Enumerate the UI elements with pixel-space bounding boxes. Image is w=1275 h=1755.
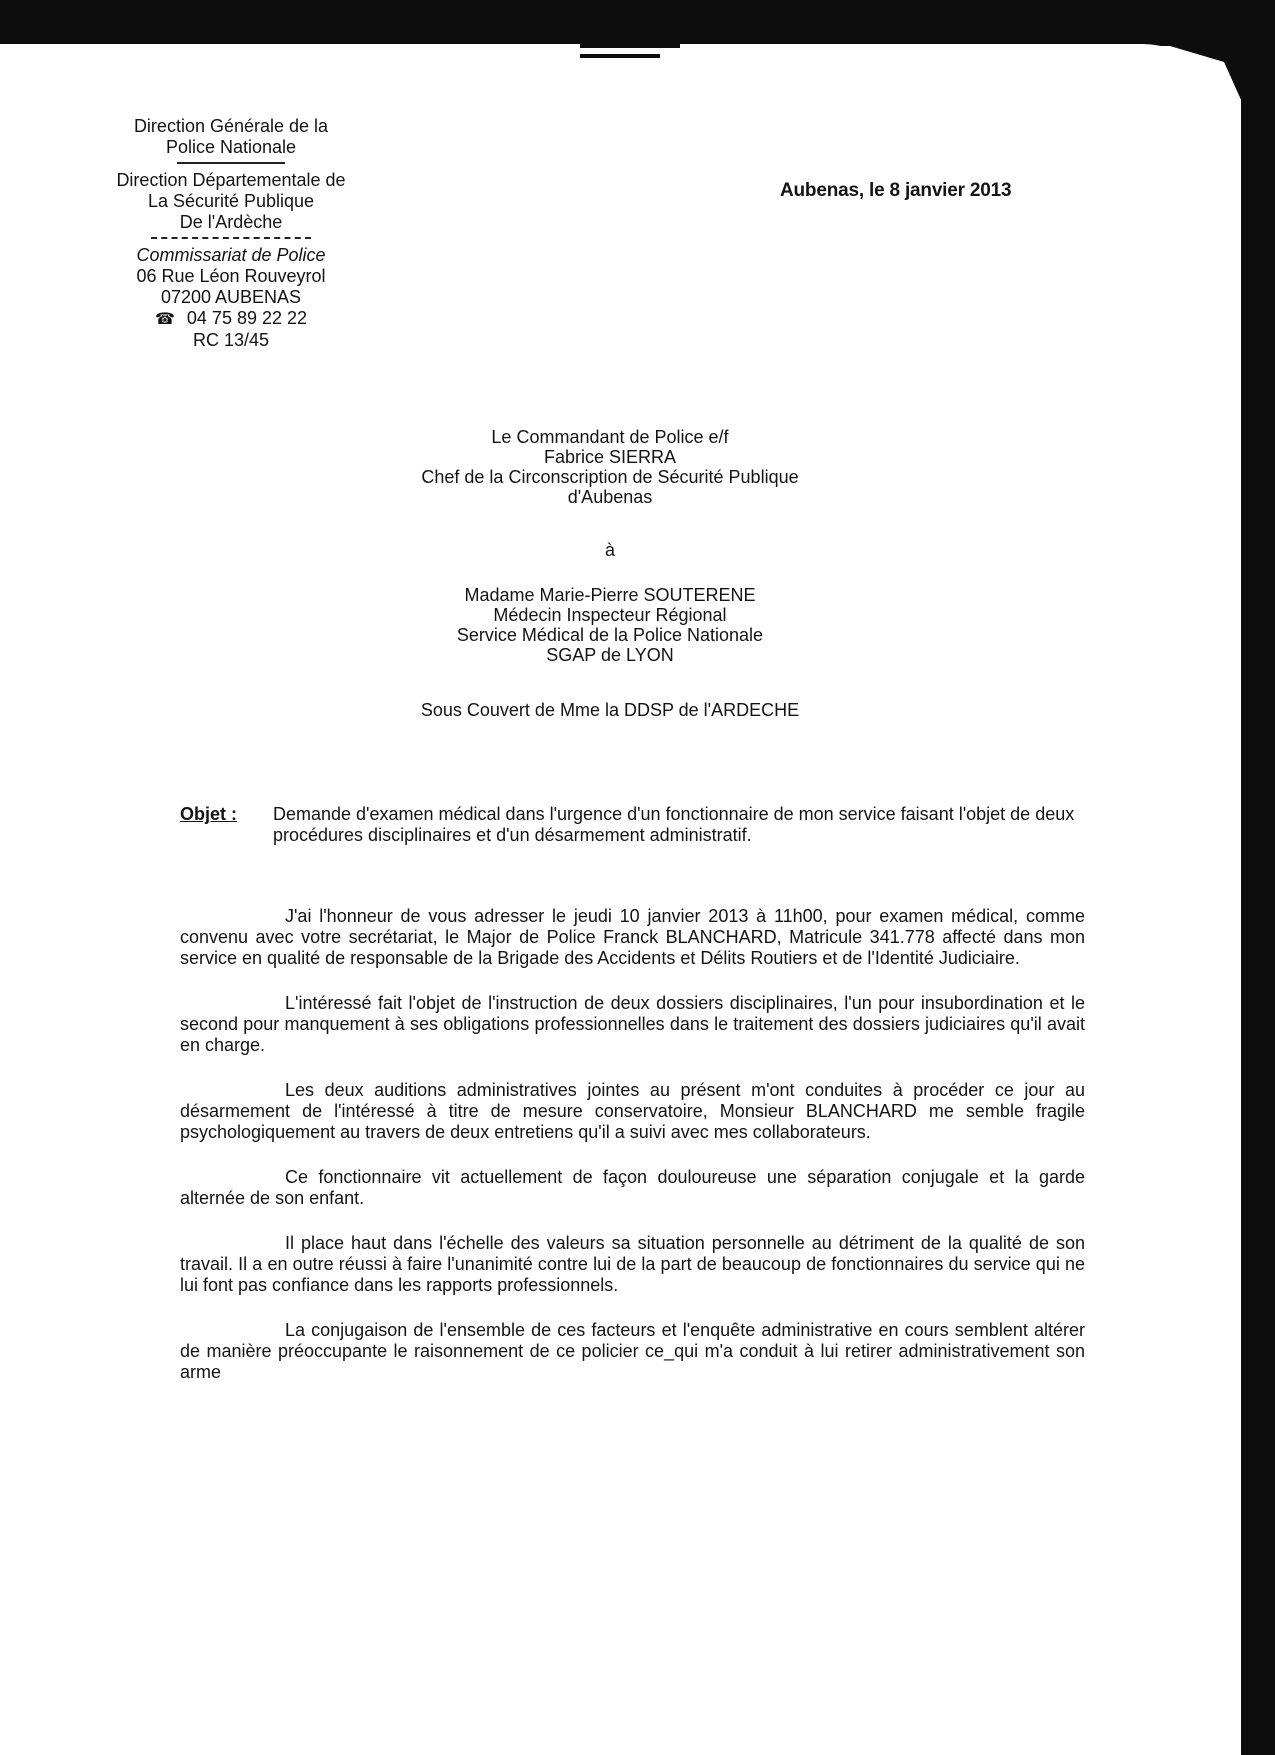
sender-office: Commissariat de Police bbox=[136, 245, 326, 265]
sender-line: La Sécurité Publique bbox=[147, 191, 315, 211]
divider bbox=[151, 237, 311, 239]
body-paragraph: La conjugaison de l'ensemble de ces facteurs et l'enquête administrative en cours semblent altérer de manière préoccupante le raisonnement de ce policier ce_qui m'a conduit à lui retirer administrativement son arme bbox=[180, 1320, 1085, 1382]
from-line: d'Aubenas bbox=[567, 487, 653, 507]
to-line: Madame Marie-Pierre SOUTERENE bbox=[464, 585, 756, 605]
body-paragraph: Ce fonctionnaire vit actuellement de façon douloureuse une séparation conjugale et la garde alternée de son enfant. bbox=[180, 1167, 1085, 1208]
body-paragraph: J'ai l'honneur de vous adresser le jeudi 10 janvier 2013 à 11h00, pour examen médical, comme convenu avec votre secrétariat, le Major de Police Franck BLANCHARD, Matricule 341.778 affecté dans mon service en qualité de responsable de la Brigade des Accidents et Délits Routiers et de l'Identité Judiciaire. bbox=[180, 906, 1085, 968]
sender-ref: RC 13/45 bbox=[192, 330, 270, 350]
sender-line: Direction Départementale de bbox=[116, 170, 346, 190]
divider bbox=[177, 162, 285, 164]
letter-body bbox=[180, 906, 1085, 1407]
body-paragraph: L'intéressé fait l'objet de l'instruction de deux dossiers disciplinaires, l'un pour insubordination et le second pour manquement à ses obligations professionnelles dans le traitement des dossiers judiciaires qu'il avait en charge. bbox=[180, 993, 1085, 1055]
subject-block bbox=[180, 804, 1090, 846]
from-line: Le Commandant de Police e/f bbox=[491, 427, 729, 447]
addressee-connector: à bbox=[604, 540, 615, 560]
to-line: SGAP de LYON bbox=[546, 645, 674, 665]
letter-date: Aubenas, le 8 janvier 2013 bbox=[780, 180, 1012, 201]
staple-marks bbox=[580, 28, 680, 78]
sender-phone: 04 75 89 22 22 bbox=[186, 308, 308, 328]
from-line: Chef de la Circonscription de Sécurité Publique bbox=[421, 467, 799, 487]
to-block bbox=[300, 585, 920, 665]
sender-line: Police Nationale bbox=[165, 137, 297, 157]
from-block bbox=[300, 427, 920, 507]
sender-phone-line bbox=[96, 308, 366, 330]
from-line: Fabrice SIERRA bbox=[543, 447, 677, 467]
subject-label: Objet : bbox=[180, 804, 237, 824]
sender-line: De l'Ardèche bbox=[179, 212, 283, 232]
telephone-icon: ☎ bbox=[154, 311, 175, 328]
to-line: Médecin Inspecteur Régional bbox=[493, 605, 727, 625]
sender-city: 07200 AUBENAS bbox=[160, 287, 302, 307]
scan-border-right bbox=[1241, 0, 1275, 1755]
to-line: Service Médical de la Police Nationale bbox=[456, 625, 764, 645]
subject-text: Demande d'examen médical dans l'urgence d'un fonctionnaire de mon service faisant l'objet de deux procédures disciplinaires et d'un désarmement administratif. bbox=[273, 804, 1075, 845]
sender-street: 06 Rue Léon Rouveyrol bbox=[136, 266, 326, 286]
sender-line: Direction Générale de la bbox=[133, 116, 329, 136]
body-paragraph: Il place haut dans l'échelle des valeurs sa situation personnelle au détriment de la qualité de son travail. Il a en outre réussi à faire l'unanimité contre lui de la part de beaucoup de fonctionnaires du service qui ne lui font pas confiance dans les rapports professionnels. bbox=[180, 1233, 1085, 1295]
body-paragraph: Les deux auditions administratives jointes au présent m'ont conduites à procéder ce jour au désarmement de l'intéressé à titre de mesure conservatoire, Monsieur BLANCHARD me semble fragile psychologiquement au travers de deux entretiens qu'il a suivi avec mes collaborateurs. bbox=[180, 1080, 1085, 1142]
sous-couvert: Sous Couvert de Mme la DDSP de l'ARDECHE bbox=[420, 700, 800, 720]
sender-header bbox=[96, 116, 366, 351]
